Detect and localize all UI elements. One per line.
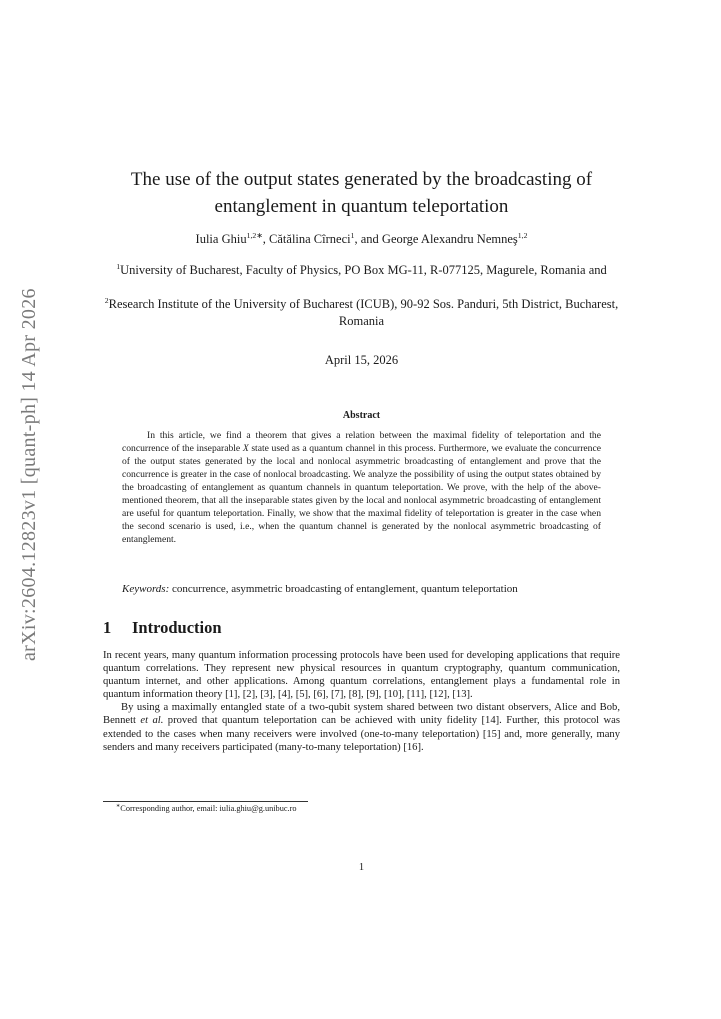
footnote-rule <box>103 801 308 802</box>
arxiv-identifier-stamp: arXiv:2604.12823v1 [quant-ph] 14 Apr 2026 <box>18 288 40 662</box>
paragraph-text: By using a maximally entangled state of a two-qubit system shared between two distant observers, Alice and Bob, Bennett <box>103 702 620 727</box>
corresponding-author-mark: ∗ <box>256 230 263 240</box>
abstract-text-part: In this article, we find a theorem that gives a relation between the maximal fidelity of teleportation and the concurrence of the inseparable <box>122 430 601 454</box>
affiliation-text: University of Bucharest, Faculty of Physics, PO Box MG-11, R-077125, Magurele, Romania and <box>120 263 607 277</box>
author-name: Cătălina Cîrneci <box>269 232 351 246</box>
abstract-text-part: state used as a quantum channel in this process. Furthermore, we evaluate the concurrence of the output states generated by the local and nonlocal asymmetric broadcasting of entanglement and prove that the concurrence is greater in the case of nonlocal broadcasting. We analyze the possibility of using the output states obtained by the broadcasting of entanglement as quantum channels in quantum teleportation. We prove, with the help of the above-mentioned theorem, that all the inseparable states given by the local and nonlocal asymmetric broadcasting of entanglement are useful for quantum teleportation. Finally, we show that the maximal fidelity of teleportation is greater in the case when the second scenario is used, i.e., when the quantum channel is generated by the nonlocal asymmetric broadcasting of entanglement. <box>122 443 601 545</box>
footnote <box>116 804 616 813</box>
author-affiliation-mark: 1 <box>350 230 355 240</box>
footnote-text: Corresponding author, email: iulia.ghiu@g.unibuc.ro <box>120 804 297 813</box>
paragraph: In recent years, many quantum information processing protocols have been used for developing applications that require quantum correlations. They represent new physical resources in quantum cryptography, quantum communication, quantum internet, and other applications. Among quantum correlations, entanglement plays a fundamental role in quantum information theory [1], [2], [3], [4], [5], [6], [7], [8], [9], [10], [11], [12], [13]. <box>103 650 620 701</box>
keywords <box>122 583 622 595</box>
page-number: 1 <box>358 862 365 873</box>
affiliation-mark: 1 <box>116 261 121 271</box>
keywords-text: concurrence, asymmetric broadcasting of entanglement, quantum teleportation <box>169 583 518 595</box>
section-heading <box>103 618 620 638</box>
section-number: 1 <box>103 618 112 637</box>
abstract-heading: Abstract <box>342 410 381 421</box>
author-separator: , <box>262 232 270 246</box>
abstract-math-symbol: X <box>242 443 249 454</box>
author-affiliation-mark: 1,2 <box>246 230 257 240</box>
paragraph <box>103 701 620 753</box>
footnote-mark: ∗ <box>116 803 121 810</box>
abstract-text <box>122 429 601 546</box>
keywords-label: Keywords: <box>122 583 170 595</box>
author-list <box>103 232 620 247</box>
paragraph-text: proved that quantum teleportation can be achieved with unity fidelity [14]. Further, this protocol was extended to the cases when many receivers were involved (one-to-many teleportation) [15] and, more generally, many senders and many receivers participated (many-to-many teleportation) [16]. <box>103 715 621 753</box>
introduction-body <box>103 649 620 754</box>
affiliation-1 <box>103 262 620 279</box>
author-name: Iulia Ghiu <box>195 232 247 246</box>
paper-date: April 15, 2026 <box>324 353 399 367</box>
author-name: George Alexandru Nemneş <box>381 232 518 246</box>
section-title: Introduction <box>132 618 222 637</box>
affiliation-mark: 2 <box>104 295 109 305</box>
affiliation-text: Research Institute of the University of Bucharest (ICUB), 90-92 Sos. Panduri, 5th District, Bucharest, Romania <box>108 297 619 328</box>
author-affiliation-mark: 1,2 <box>517 230 528 240</box>
paragraph-emphasis: et al. <box>140 715 164 727</box>
affiliation-2 <box>103 296 620 330</box>
author-separator: , and <box>354 232 382 246</box>
paper-title: The use of the output states generated by the broadcasting of entanglement in quantum teleportation <box>130 169 593 217</box>
